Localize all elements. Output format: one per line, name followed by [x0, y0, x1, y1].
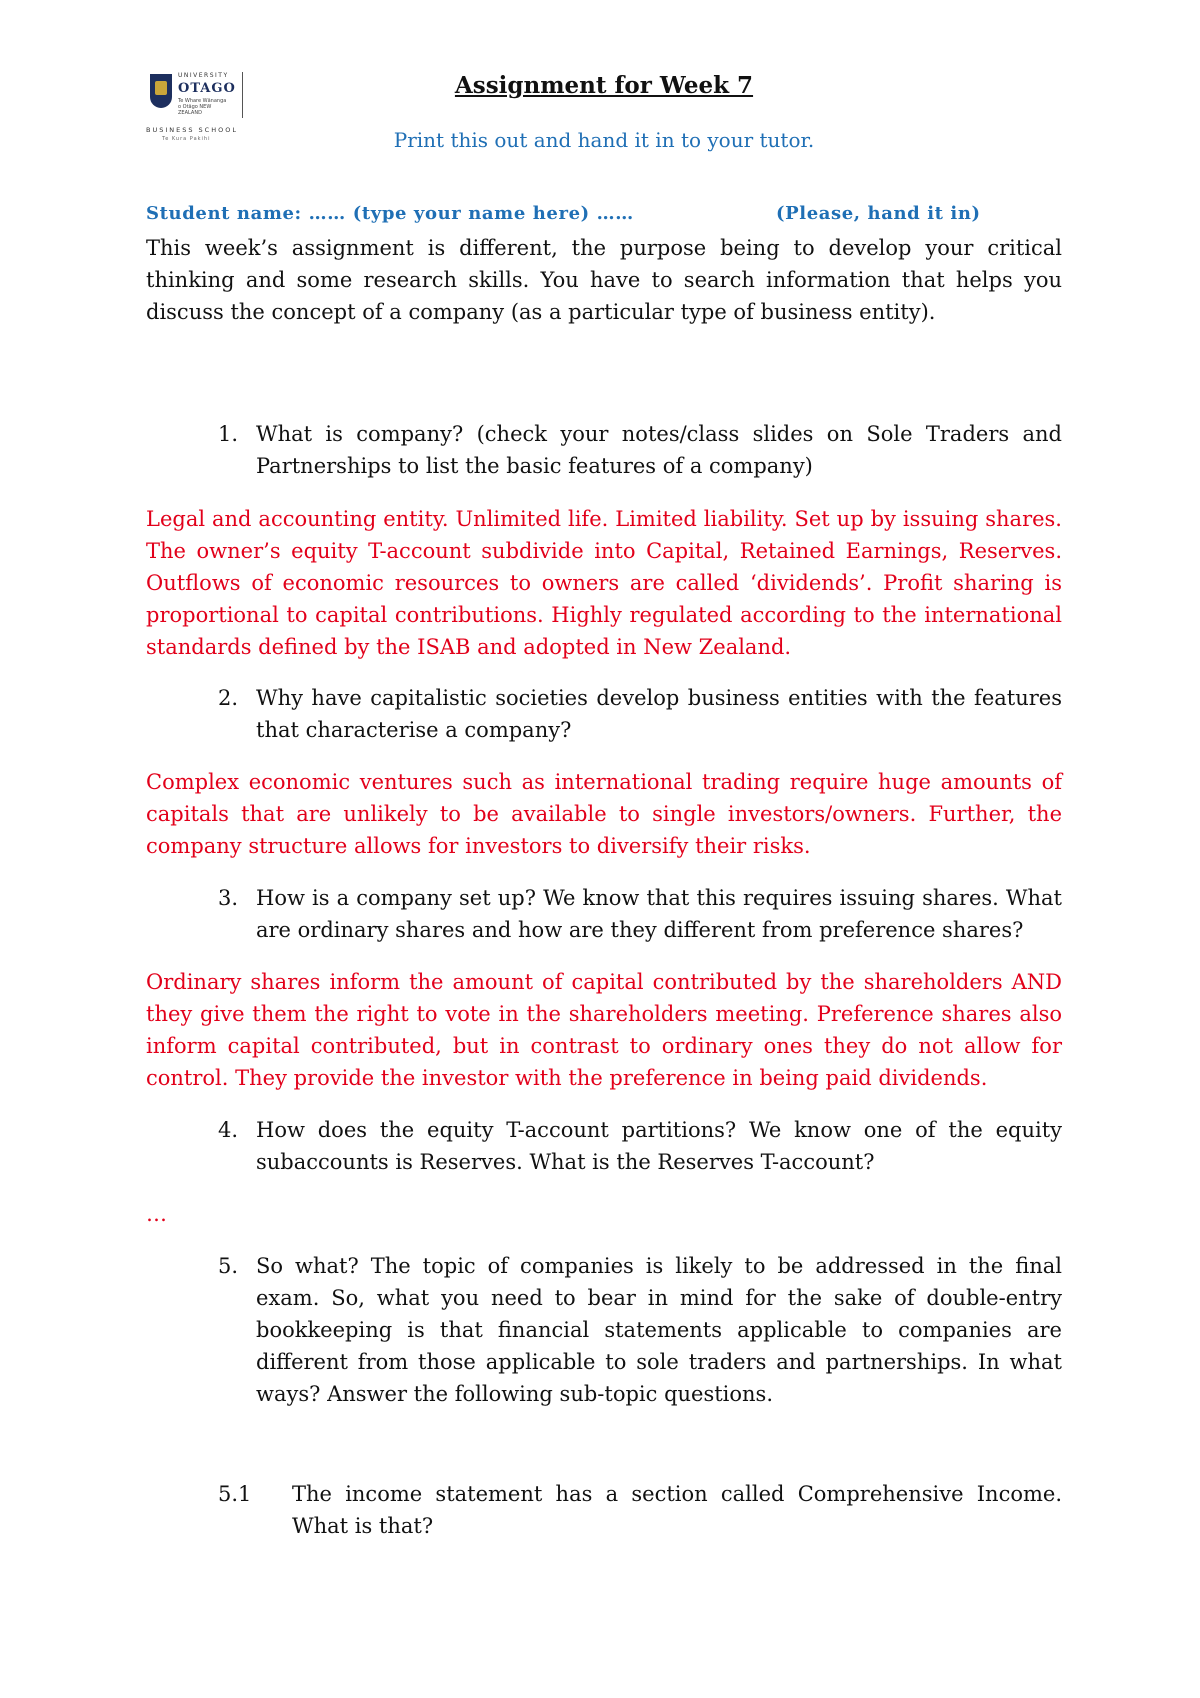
- question-5: [218, 1250, 1062, 1410]
- question-number: 3.: [218, 886, 239, 910]
- answer-2: Complex economic ventures such as international trading require huge amounts of capitals that are unlikely to be available to single investors/owners. Further, the company structure allows for investors to diversify their risks.: [146, 770, 1062, 858]
- question-number: 2.: [218, 686, 239, 710]
- answer-3: Ordinary shares inform the amount of capital contributed by the shareholders AND they give them the right to vote in the shareholders meeting. Preference shares also inform capital contributed, but in contrast to ordinary ones they do not allow for control. They provide the investor with the preference in being paid dividends.: [146, 970, 1062, 1090]
- question-text: How does the equity T-account partitions? We know one of the equity subaccounts is Reserves. What is the Reserves T-account?: [256, 1118, 1062, 1174]
- logo-school-sub: Te Kura Pakihi: [162, 136, 211, 142]
- logo-sub-text: Te Whare Wānanga o Otāgo NEW ZEALAND: [178, 98, 227, 116]
- question-text: So what? The topic of companies is likely to be addressed in the final exam. So, what you need to bear in mind for the sake of double-entry bookkeeping is that financial statements applicable to companies are different from those applicable to sole traders and partnerships. In what ways? Answer the following sub-topic questions.: [256, 1254, 1062, 1406]
- question-1: [218, 418, 1062, 482]
- question-text: How is a company set up? We know that this requires issuing shares. What are ordinary shares and how are they different from preference shares?: [256, 886, 1062, 942]
- subquestion-number: 5.1: [218, 1482, 252, 1506]
- page-subtitle: Print this out and hand it in to your tutor.: [393, 128, 815, 152]
- intro-paragraph: This week’s assignment is different, the purpose being to develop your critical thinking and some research skills. You have to search information that helps you discuss the concept of a company (as a particular type of business entity).: [146, 236, 1062, 324]
- logo-top-text: UNIVERSITY: [178, 72, 229, 79]
- answer-1: Legal and accounting entity. Unlimited life. Limited liability. Set up by issuing shares. The owner’s equity T-account subdivide into Capital, Retained Earnings, Reserves. Outflows of economic resources to owners are called ‘dividends’. Profit sharing is proportional to capital contributions. Highly regulated according to the international standards defined by the ISAB and adopted in New Zealand.: [146, 507, 1062, 659]
- page-title: Assignment for Week 7: [454, 72, 754, 99]
- student-name-line: Student name: …… (type your name here) ……: [146, 203, 634, 224]
- question-text: Why have capitalistic societies develop business entities with the features that characterise a company?: [256, 686, 1062, 742]
- question-number: 1.: [218, 422, 239, 446]
- question-number: 5.: [218, 1254, 239, 1278]
- question-number: 4.: [218, 1118, 239, 1142]
- question-3: [218, 882, 1062, 946]
- question-2: [218, 682, 1062, 746]
- answer-4: …: [146, 1202, 167, 1226]
- subquestion-text: The income statement has a section called Comprehensive Income. What is that?: [292, 1482, 1062, 1538]
- logo-brand: OTAGO: [178, 81, 236, 96]
- subquestion-5-1: [218, 1478, 1062, 1542]
- question-text: What is company? (check your notes/class slides on Sole Traders and Partnerships to list the basic features of a company): [256, 422, 1062, 478]
- hand-in-note: (Please, hand it in): [776, 203, 981, 224]
- question-4: [218, 1114, 1062, 1178]
- logo-school: BUSINESS SCHOOL: [146, 126, 238, 134]
